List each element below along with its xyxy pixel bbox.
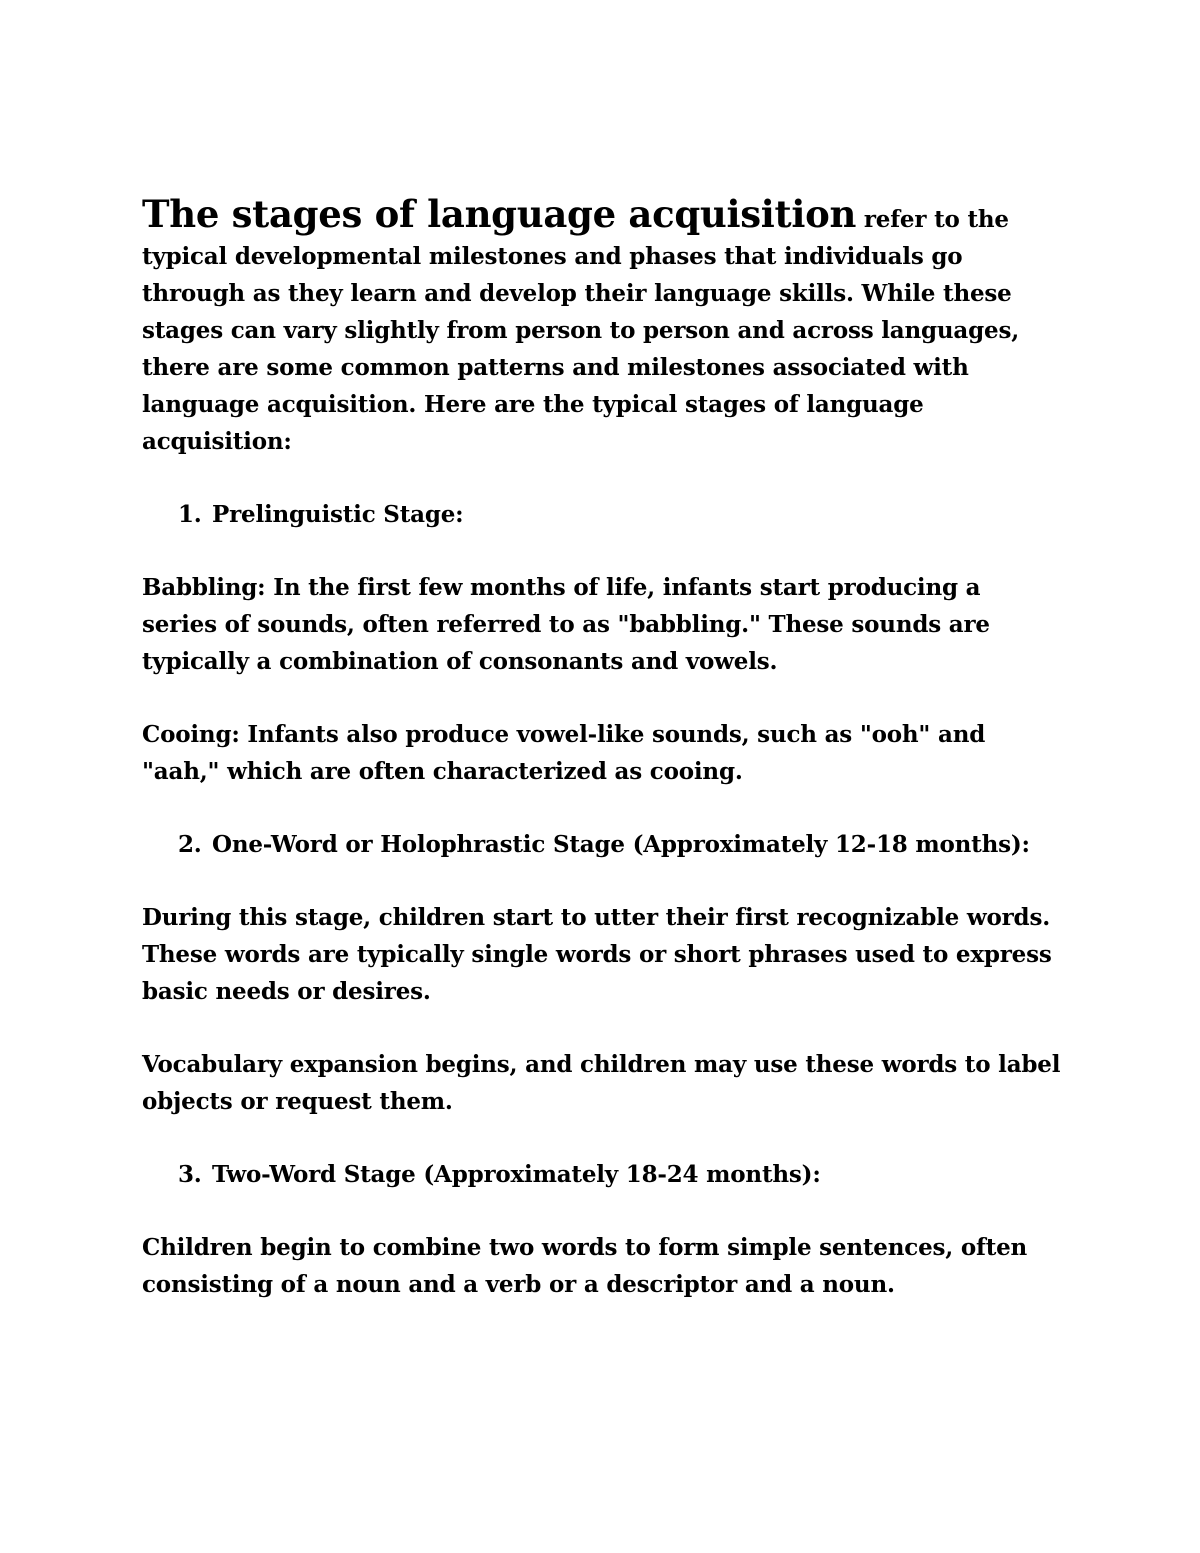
stage-3-heading	[142, 1156, 1062, 1193]
stage-2-title: One-Word or Holophrastic Stage (Approximately 12-18 months):	[212, 831, 1030, 858]
document-page	[142, 190, 1062, 1303]
stage-3-number: 3.	[178, 1161, 202, 1188]
stage-2-paragraph-first-words: During this stage, children start to utter their first recognizable words. These words are typically single words or short phrases used to express basic needs or desires.	[142, 904, 1052, 1005]
intro-text: refer to the typical developmental milestones and phases that individuals go through as they learn and develop their language skills. While these stages can vary slightly from person to person and across languages, there are some common patterns and milestones associated with language acquisition. Here are the typical stages of language acquisition:	[142, 206, 1019, 455]
stage-1-heading	[142, 496, 1062, 533]
stage-2-number: 2.	[178, 831, 202, 858]
intro-paragraph	[142, 190, 1062, 460]
stage-1-number: 1.	[178, 501, 202, 528]
stage-2-paragraph-vocabulary: Vocabulary expansion begins, and children may use these words to label objects or request them.	[142, 1051, 1061, 1115]
stage-2-heading	[142, 826, 1062, 863]
stage-1-paragraph-cooing: Cooing: Infants also produce vowel-like sounds, such as "ooh" and "aah," which are often characterized as cooing.	[142, 721, 986, 785]
stage-3-paragraph-combine-words: Children begin to combine two words to form simple sentences, often consisting of a noun and a verb or a descriptor and a noun.	[142, 1234, 1028, 1298]
stage-1-paragraph-babbling: Babbling: In the first few months of life, infants start producing a series of sounds, often referred to as "babbling." These sounds are typically a combination of consonants and vowels.	[142, 574, 990, 675]
document-title: The stages of language acquisition	[142, 192, 857, 236]
stage-3-title: Two-Word Stage (Approximately 18-24 months):	[212, 1161, 821, 1188]
stage-1-title: Prelinguistic Stage:	[212, 501, 464, 528]
